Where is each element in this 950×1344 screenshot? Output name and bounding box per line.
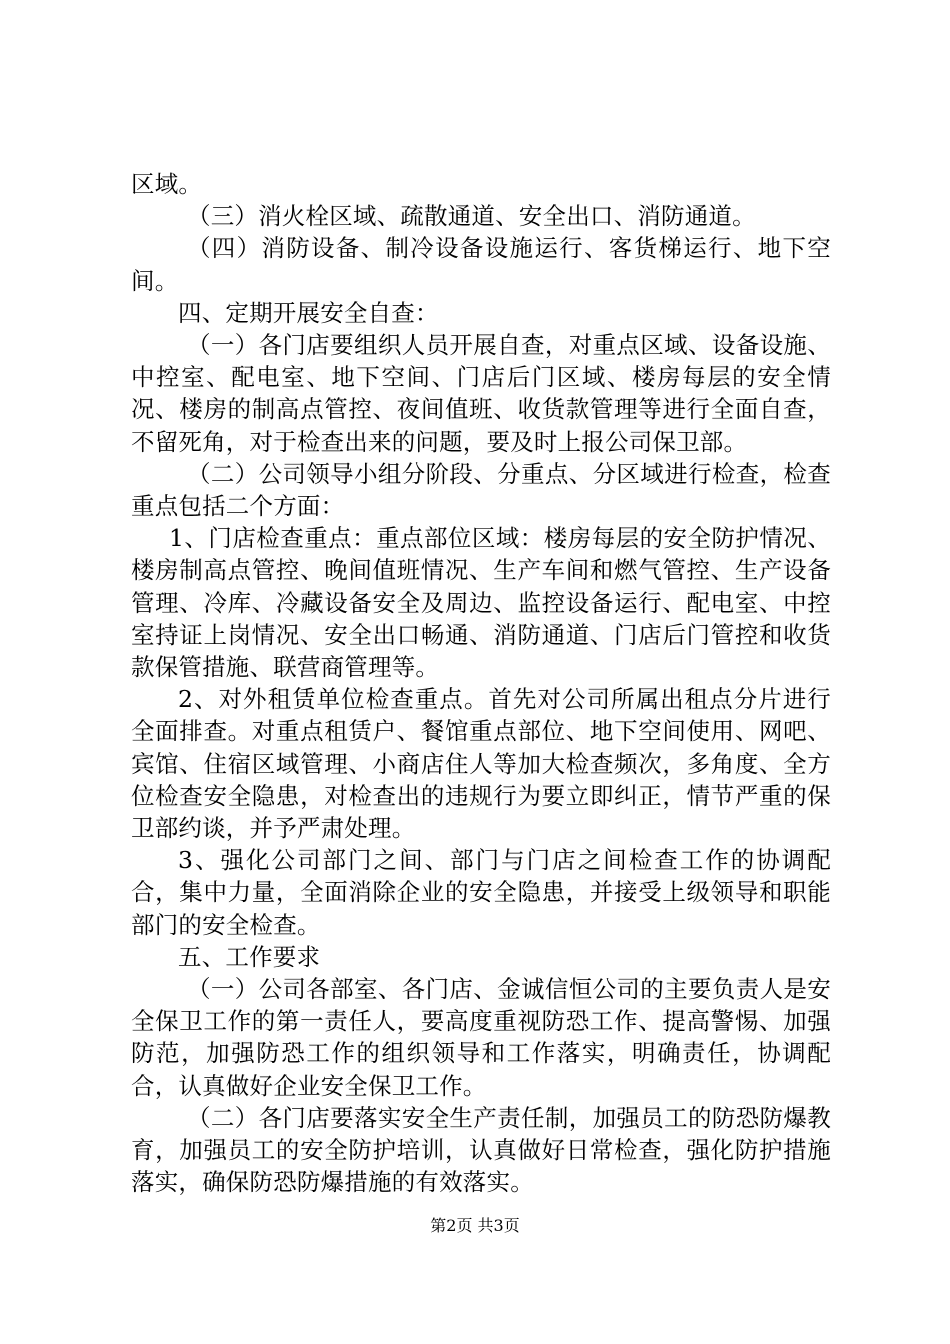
document-body <box>131 168 831 1199</box>
paragraph: （一）各门店要组织人员开展自查，对重点区域、设备设施、中控室、配电室、地下空间、门店后门区域、楼房每层的安全情况、楼房的制高点管控、夜间值班、收货款管理等进行全面自查，不留死角，对于检查出来的问题，要及时上报公司保卫部。 <box>131 331 831 456</box>
paragraph: （四）消防设备、制冷设备设施运行、客货梯运行、地下空间。 <box>131 234 831 295</box>
section-heading: 四、定期开展安全自查： <box>178 298 439 327</box>
paragraph: 1、门店检查重点：重点部位区域：楼房每层的安全防护情况、楼房制高点管控、晚间值班情况、生产车间和燃气管控、生产设备管理、冷库、冷藏设备安全及周边、监控设备运行、配电室、中控室持证上岗情况、安全出口畅通、消防通道、门店后门管控和收货款保管措施、联营商管理等。 <box>131 524 831 682</box>
paragraph: （一）公司各部室、各门店、金诚信恒公司的主要负责人是安全保卫工作的第一责任人，要高度重视防恐工作、提高警惕、加强防范，加强防恐工作的组织领导和工作落实，明确责任，协调配合，认真做好企业安全保卫工作。 <box>131 975 831 1100</box>
paragraph: （三）消火栓区域、疏散通道、安全出口、消防通道。 <box>187 202 756 231</box>
paragraph: 2、对外租赁单位检查重点。首先对公司所属出租点分片进行全面排查。对重点租赁户、餐馆重点部位、地下空间使用、网吧、宾馆、住宿区域管理、小商店住人等加大检查频次，多角度、全方位检查安全隐患，对检查出的违规行为要立即纠正，情节严重的保卫部约谈，并予严肃处理。 <box>131 685 831 843</box>
section-heading: 五、工作要求 <box>178 942 321 971</box>
page-number-footer: 第2页 共3页 <box>430 1216 520 1235</box>
paragraph: 3、强化公司部门之间、部门与门店之间检查工作的协调配合，集中力量，全面消除企业的安全隐患，并接受上级领导和职能部门的安全检查。 <box>131 846 831 939</box>
paragraph: （二）各门店要落实安全生产责任制，加强员工的防恐防爆教育，加强员工的安全防护培训，认真做好日常检查，强化防护措施落实，确保防恐防爆措施的有效落实。 <box>131 1103 831 1197</box>
paragraph: （二）公司领导小组分阶段、分重点、分区域进行检查，检查重点包括二个方面： <box>131 459 831 521</box>
paragraph: 区域。 <box>131 170 203 198</box>
